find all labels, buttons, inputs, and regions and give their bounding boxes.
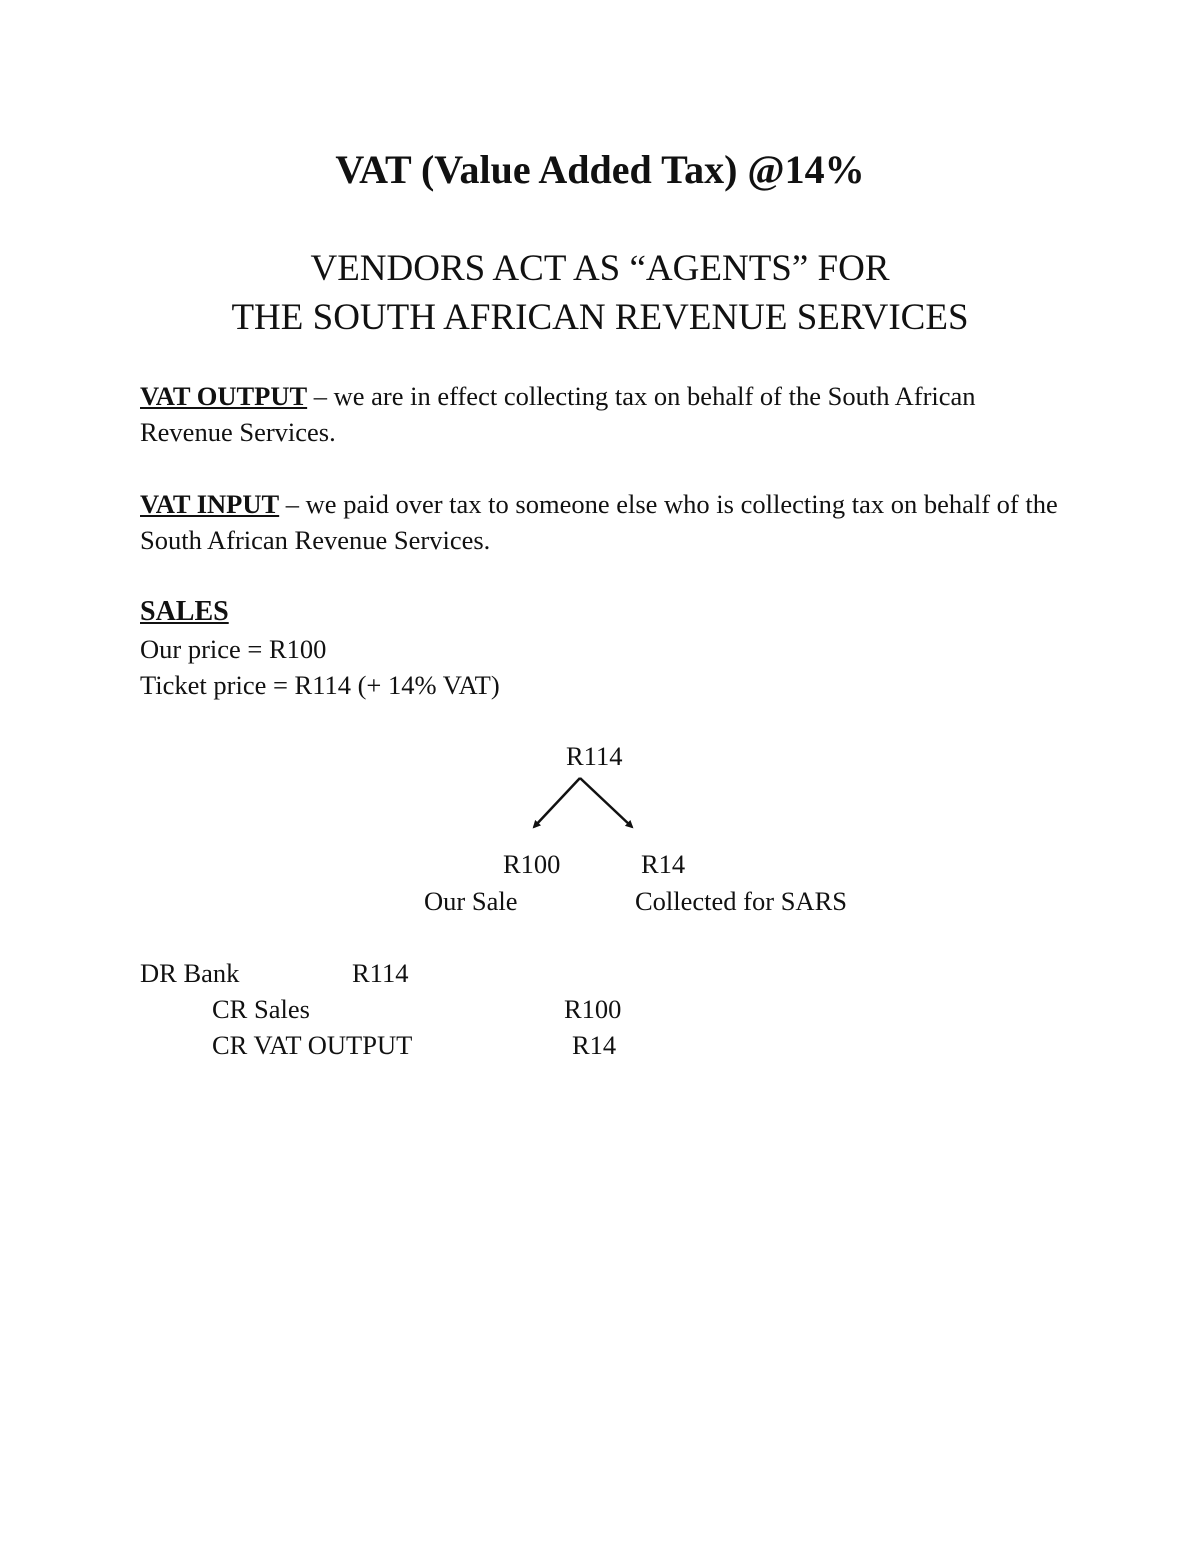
vat-input-text: – we paid over tax to someone else who is collecting tax on behalf of the South African Revenue Services.: [140, 489, 1058, 555]
diagram-left-caption: Our Sale: [424, 886, 518, 916]
diagram-right-caption: Collected for SARS: [635, 886, 847, 916]
journal-credit-sales-account: CR Sales: [212, 994, 310, 1024]
vat-output-paragraph: [140, 378, 1060, 450]
subtitle-line-1: VENDORS ACT AS “AGENTS” FOR: [310, 248, 890, 289]
subtitle-line-2: THE SOUTH AFRICAN REVENUE SERVICES: [231, 297, 969, 338]
journal-debit-amount: R114: [352, 958, 409, 988]
vat-input-label: VAT INPUT: [140, 489, 280, 519]
journal-credit-sales-amount: R100: [564, 994, 622, 1024]
diagram-right-amount: R14: [641, 849, 686, 879]
split-arrows-icon: [520, 770, 650, 840]
our-price-line: Our price = R100: [140, 634, 327, 664]
journal-credit-vat-account: CR VAT OUTPUT: [212, 1030, 413, 1060]
vat-output-text: – we are in effect collecting tax on behalf of the South African Revenue Services.: [140, 381, 976, 447]
sales-heading: SALES: [140, 596, 229, 627]
vat-input-paragraph: [140, 486, 1060, 558]
diagram-left-amount: R100: [503, 849, 561, 879]
page-title: VAT (Value Added Tax) @14%: [335, 147, 865, 192]
journal-credit-vat-amount: R14: [572, 1030, 617, 1060]
ticket-price-line: Ticket price = R114 (+ 14% VAT): [140, 670, 500, 700]
diagram-total-amount: R114: [566, 741, 623, 771]
vat-output-label: VAT OUTPUT: [140, 381, 308, 411]
journal-debit-account: DR Bank: [140, 958, 240, 988]
